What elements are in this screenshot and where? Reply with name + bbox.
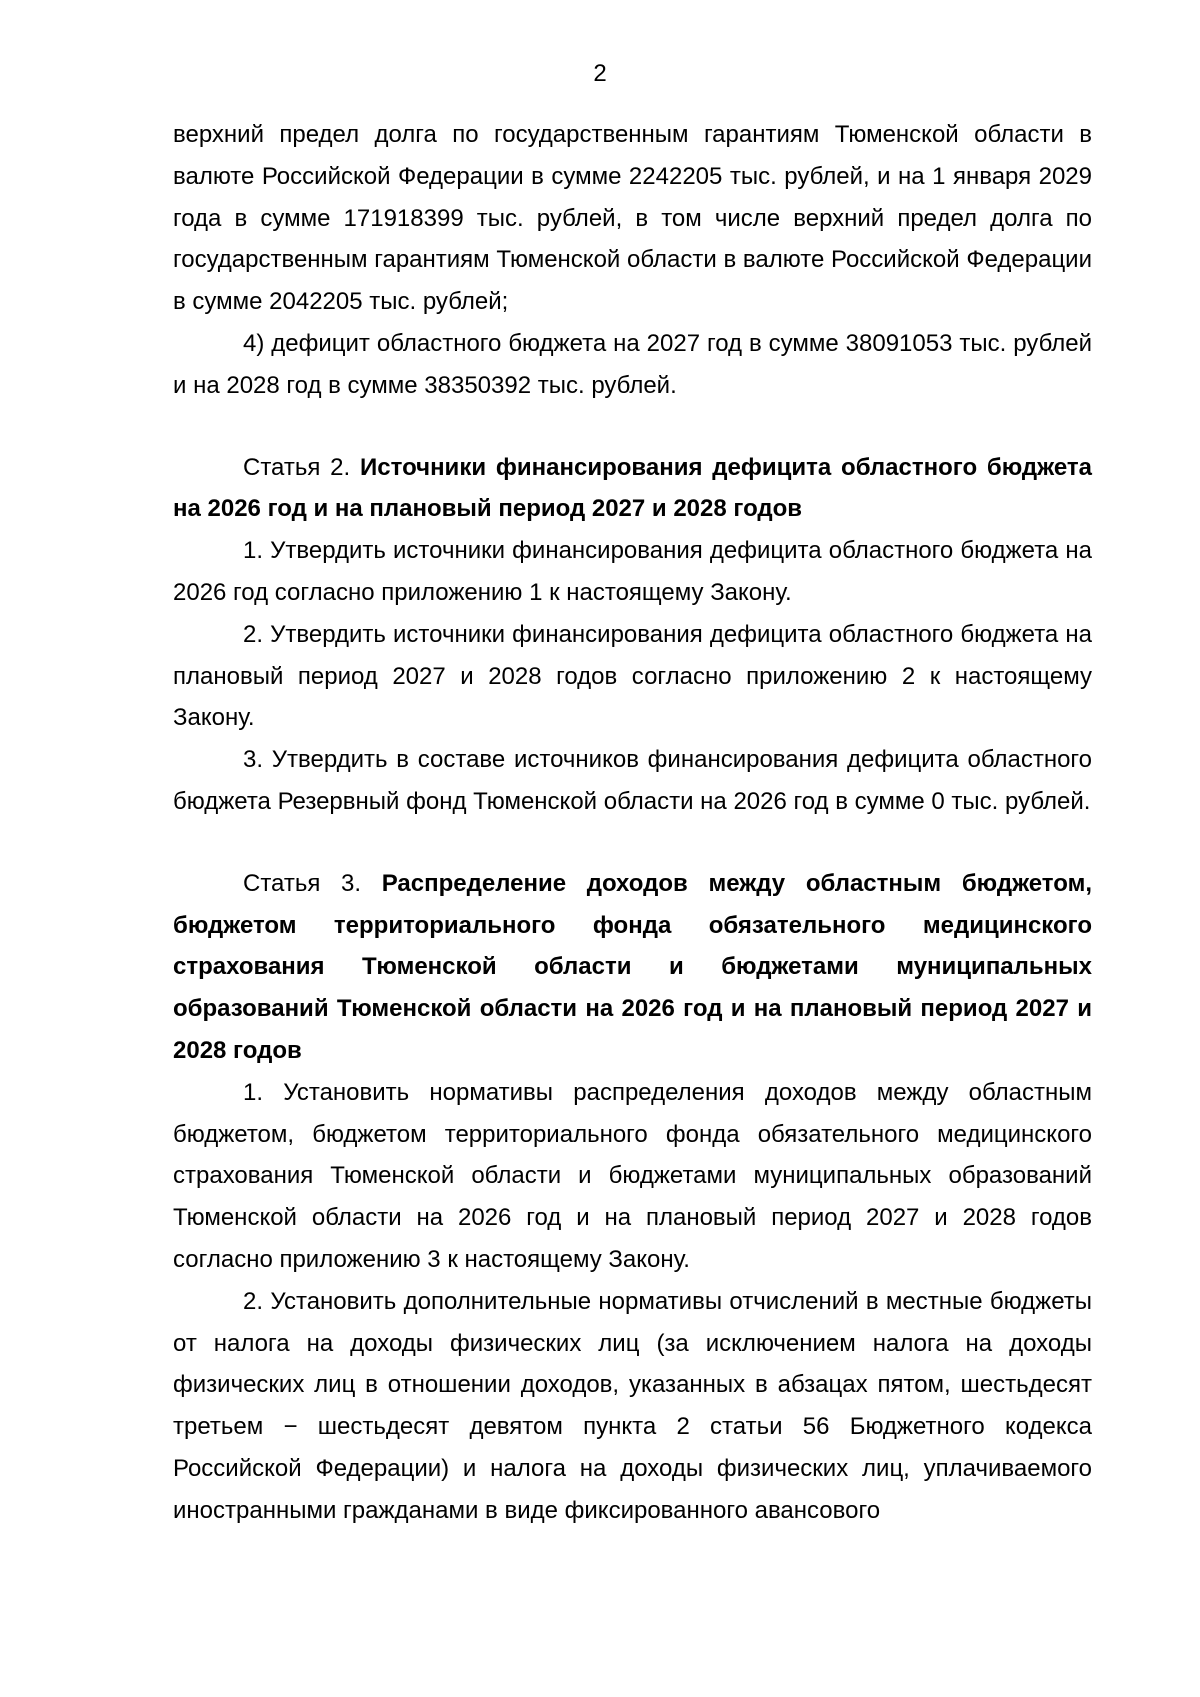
paragraph-debt-limit: верхний предел долга по государственным гарантиям Тюменской области в валюте Российской Федерации в сумме 2242205 тыс. рублей, и на 1 января 2029 года в сумме 171918399 тыс. рублей, в том числе верхний предел долга по государственным гарантиям Тюменской области в валюте Российской Федерации в сумме 2042205 тыс. рублей; (173, 121, 1092, 316)
article-2-item-2: 2. Утвердить источники финансирования дефицита областного бюджета на плановый период 2027 и 2028 годов согласно приложению 2 к настоящему Закону. (173, 620, 1092, 732)
article-3-prefix: Статья 3. (243, 869, 382, 897)
article-3-title: Распределение доходов между областным бюджетом, бюджетом территориального фонда обязательного медицинского страхования Тюменской области и бюджетами муниципальных образований Тюменской области на 2026 год и на плановый период 2027 и 2028 годов (173, 869, 1092, 1064)
article-2-title: Источники финансирования дефицита областного бюджета на 2026 год и на плановый период 2027 и 2028 годов (173, 453, 1093, 523)
article-2-prefix: Статья 2. (243, 453, 361, 481)
article-3-item-1: 1. Установить нормативы распределения доходов между областным бюджетом, бюджетом территориального фонда обязательного медицинского страхования Тюменской области и бюджетами муниципальных образований Тюменской области на 2026 год и на плановый период 2027 и 2028 годов согласно приложению 3 к настоящему Закону. (173, 1078, 1092, 1273)
paragraph-deficit: 4) дефицит областного бюджета на 2027 год в сумме 38091053 тыс. рублей и на 2028 год в сумме 38350392 тыс. рублей. (173, 329, 1092, 399)
article-2-item-1: 1. Утвердить источники финансирования дефицита областного бюджета на 2026 год согласно приложению 1 к настоящему Закону. (173, 537, 1092, 606)
article-3-item-2: 2. Установить дополнительные нормативы отчислений в местные бюджеты от налога на доходы физических лиц (за исключением налога на доходы физических лиц в отношении доходов, указанных в абзацах пятом, шестьдесят третьем − шестьдесят девятом пункта 2 статьи 56 Бюджетного кодекса Российской Федерации) и налога на доходы физических лиц, уплачиваемого иностранными гражданами в виде фиксированного авансового (173, 1287, 1092, 1524)
page-number: 2 (593, 60, 607, 87)
document-body (173, 114, 1092, 1532)
article-3-heading (173, 863, 1092, 1072)
article-2-heading (173, 447, 1092, 531)
article-2-item-3: 3. Утвердить в составе источников финансирования дефицита областного бюджета Резервный фонд Тюменской области на 2026 год в сумме 0 тыс. рублей. (173, 746, 1092, 815)
